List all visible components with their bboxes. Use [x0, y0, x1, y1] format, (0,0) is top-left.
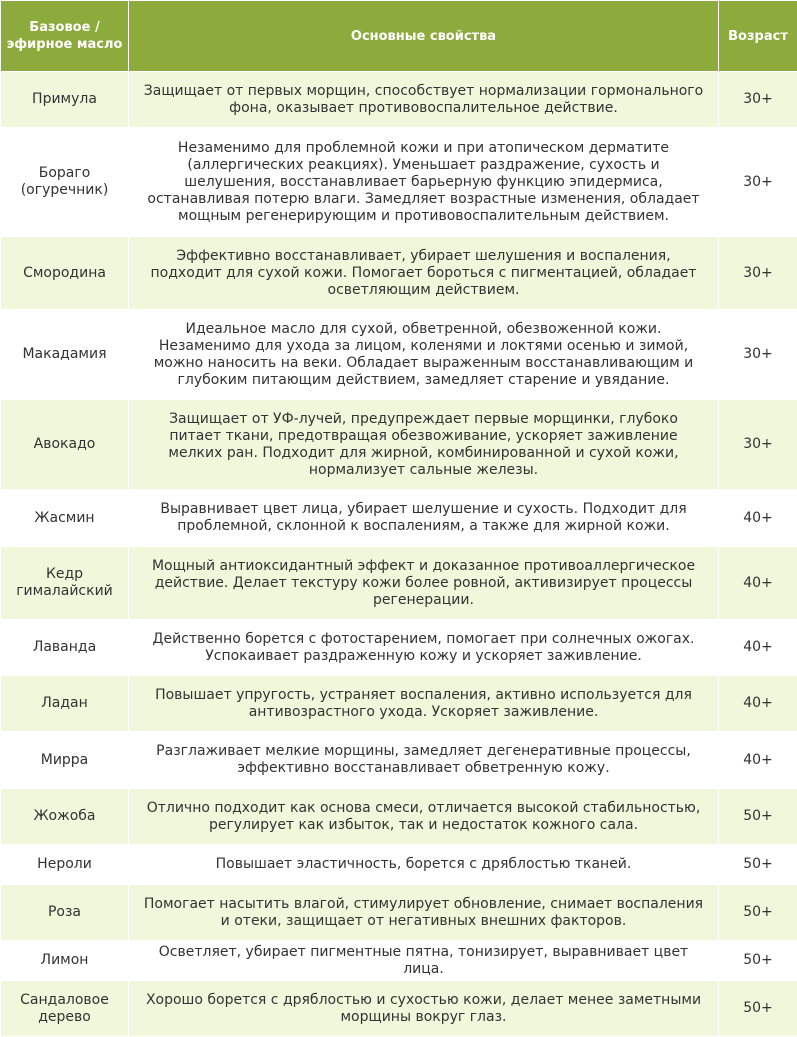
oil-properties: Идеальное масло для сухой, обветренной, обезвоженной кожи. Незаменимо для ухода за лицом, коленями и локтями осенью и зимой, можно наносить на веки. Обладает выраженным восстанавливающим и глубоким питающим действием, замедляет старение и увядание. — [129, 310, 719, 400]
oil-properties: Осветляет, убирает пигментные пятна, тонизирует, выравнивает цвет лица. — [129, 941, 719, 981]
oil-age: 40+ — [719, 732, 797, 789]
oil-name: Мирра — [1, 732, 129, 789]
oil-age: 50+ — [719, 981, 797, 1037]
oil-age: 30+ — [719, 237, 797, 310]
table-row — [1, 620, 797, 676]
oil-name: Ладан — [1, 676, 129, 732]
table-row — [1, 885, 797, 941]
oil-properties: Защищает от первых морщин, способствует нормализации гормонального фона, оказывает противовоспалительное действие. — [129, 72, 719, 128]
oil-properties: Повышает эластичность, борется с дряблостью тканей. — [129, 845, 719, 885]
oil-name: Нероли — [1, 845, 129, 885]
oil-properties: Незаменимо для проблемной кожи и при атопическом дерматите (аллергических реакциях). Уменьшает раздражение, сухость и шелушения, восстанавливает барьерную функцию эпидермиса, останавливая потерю влаги. Замедляет возрастные изменения, обладает мощным регенерирующим и противовоспалительным действием. — [129, 128, 719, 237]
oil-properties: Повышает упругость, устраняет воспаления, активно используется для антивозрастного ухода. Ускоряет заживление. — [129, 676, 719, 732]
oil-age: 50+ — [719, 845, 797, 885]
oil-name: Кедр гималайский — [1, 547, 129, 620]
oil-age: 30+ — [719, 72, 797, 128]
oil-name: Сандаловое дерево — [1, 981, 129, 1037]
oil-name: Смородина — [1, 237, 129, 310]
header-oil: Базовое / эфирное масло — [1, 1, 129, 72]
oil-name: Лимон — [1, 941, 129, 981]
table-header-row — [1, 1, 797, 72]
table-row — [1, 676, 797, 732]
oil-properties: Действенно борется с фотостарением, помогает при солнечных ожогах. Успокаивает раздраженную кожу и ускоряет заживление. — [129, 620, 719, 676]
oil-properties: Разглаживает мелкие морщины, замедляет дегенеративные процессы, эффективно восстанавливает обветренную кожу. — [129, 732, 719, 789]
oil-properties: Помогает насытить влагой, стимулирует обновление, снимает воспаления и отеки, защищает от негативных внешних факторов. — [129, 885, 719, 941]
oil-name: Жожоба — [1, 789, 129, 845]
table-row — [1, 732, 797, 789]
oil-age: 50+ — [719, 789, 797, 845]
oil-name: Макадамия — [1, 310, 129, 400]
table-row — [1, 845, 797, 885]
table-row — [1, 237, 797, 310]
table-row — [1, 490, 797, 547]
oil-name: Авокадо — [1, 400, 129, 490]
table-row — [1, 400, 797, 490]
oil-age: 30+ — [719, 128, 797, 237]
oil-age: 30+ — [719, 400, 797, 490]
oil-name: Лаванда — [1, 620, 129, 676]
table-row — [1, 547, 797, 620]
oil-age: 40+ — [719, 547, 797, 620]
oil-age: 40+ — [719, 490, 797, 547]
oil-properties: Выравнивает цвет лица, убирает шелушение и сухость. Подходит для проблемной, склонной к воспалениям, а также для жирной кожи. — [129, 490, 719, 547]
oil-age: 50+ — [719, 885, 797, 941]
oil-age: 40+ — [719, 676, 797, 732]
table-row — [1, 310, 797, 400]
oil-properties: Защищает от УФ-лучей, предупреждает первые морщинки, глубоко питает ткани, предотвращая обезвоживание, ускоряет заживление мелких ран. Подходит для жирной, комбинированной и сухой кожи, нормализует сальные железы. — [129, 400, 719, 490]
oil-name: Жасмин — [1, 490, 129, 547]
header-properties: Основные свойства — [129, 1, 719, 72]
oil-properties: Отлично подходит как основа смеси, отличается высокой стабильностью, регулирует как избыток, так и недостаток кожного сала. — [129, 789, 719, 845]
oil-name: Роза — [1, 885, 129, 941]
table-row — [1, 72, 797, 128]
oil-name: Примула — [1, 72, 129, 128]
oil-age: 40+ — [719, 620, 797, 676]
table-row — [1, 981, 797, 1037]
oil-age: 50+ — [719, 941, 797, 981]
oil-age: 30+ — [719, 310, 797, 400]
oil-name: Бораго (огуречник) — [1, 128, 129, 237]
oil-properties: Мощный антиоксидантный эффект и доказанное противоаллергическое действие. Делает текстуру кожи более ровной, активизирует процессы регенерации. — [129, 547, 719, 620]
oil-properties: Эффективно восстанавливает, убирает шелушения и воспаления, подходит для сухой кожи. Помогает бороться с пигментацией, обладает осветляющим действием. — [129, 237, 719, 310]
table-row — [1, 941, 797, 981]
header-age: Возраст — [719, 1, 797, 72]
oil-properties: Хорошо борется с дряблостью и сухостью кожи, делает менее заметными морщины вокруг глаз. — [129, 981, 719, 1037]
table-row — [1, 128, 797, 237]
table-row — [1, 789, 797, 845]
